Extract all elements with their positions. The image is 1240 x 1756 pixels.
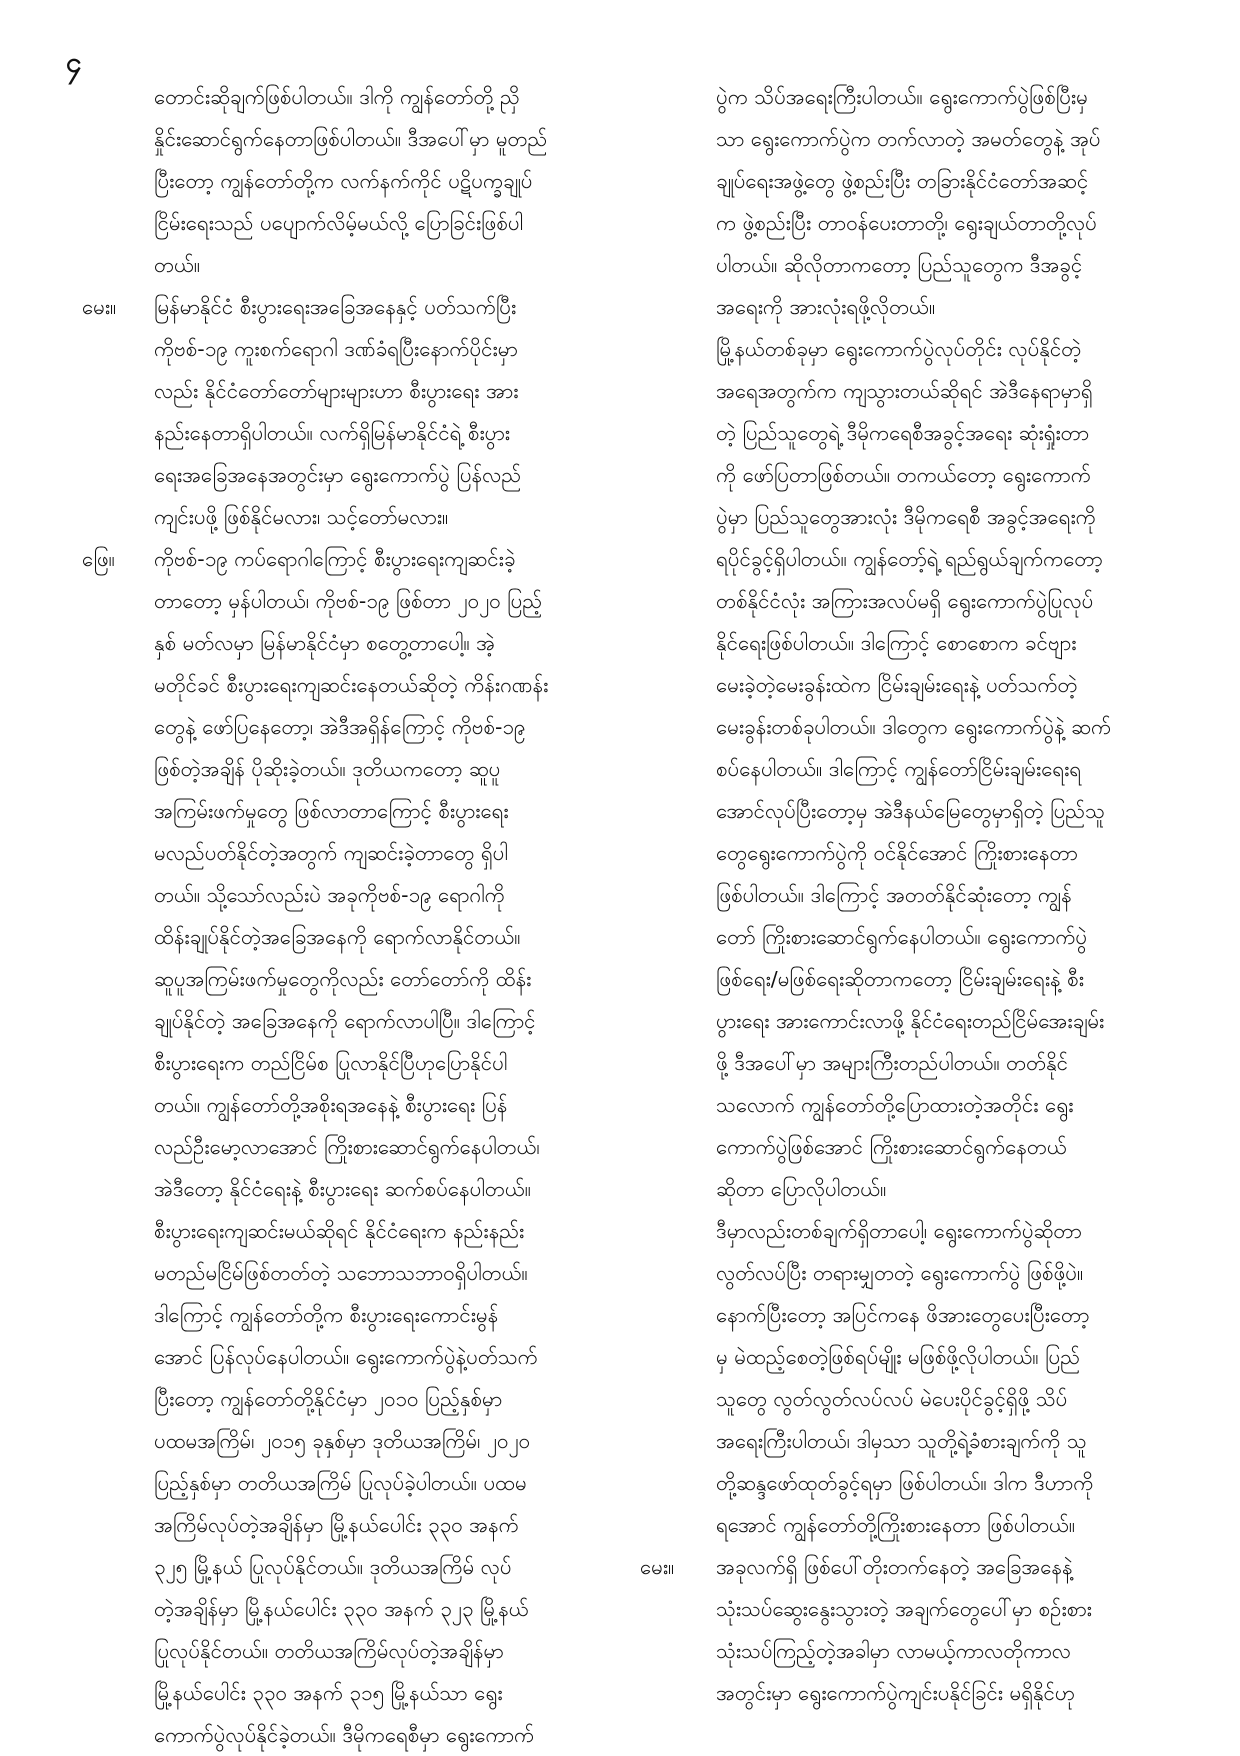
text-line: စပ်နေပါတယ်။ ဒါကြောင့် ကျွန်တော်ငြိမ်းချမ်းရေးရ [716, 757, 1082, 781]
text-line: သူတွေ လွတ်လွတ်လပ်လပ် မဲပေးပိုင်ခွင့်ရှိဖို့ သိပ် [716, 1387, 1068, 1411]
speaker-label: မေး။ [82, 295, 117, 319]
text-line: ပြည့်နှစ်မှာ တတိယအကြိမ် ပြုလုပ်ခဲ့ပါတယ်။ ပထမ [154, 1471, 527, 1495]
text-line: တာတော့ မှန်ပါတယ်၊ ကိုဗစ်-၁၉ ဖြစ်တာ ၂၀၂၀ ပြည့် [154, 589, 543, 613]
text-line: သလောက် ကျွန်တော်တို့ပြောထားတဲ့အတိုင်း ရွေး [716, 1093, 1074, 1117]
text-block [716, 76, 1166, 328]
text-line: မေးခွန်းတစ်ခုပါတယ်။ ဒါတွေက ရွေးကောက်ပွဲနဲ့ ဆက် [716, 715, 1112, 739]
text-line: နောက်ပြီးတော့ အပြင်ကနေ ဖိအားတွေပေးပြီးတော့ [716, 1303, 1090, 1327]
text-line: အကြမ်းဖက်မှုတွေ ဖြစ်လာတာကြောင့် စီးပွားရေး [154, 799, 509, 823]
text-line: နှစ် မတ်လမှာ မြန်မာနိုင်ငံမှာ စတွေ့တာပေါ့။ အဲ့ [154, 631, 495, 655]
speaker-label: ဖြေ။ [82, 547, 115, 571]
text-line: အောင် ပြန်လုပ်နေပါတယ်။ ရွေးကောက်ပွဲနဲ့ပတ်သက် [154, 1345, 538, 1369]
text-block [82, 538, 604, 1756]
text-line: လည်ဦးမော့လာအောင် ကြိုးစားဆောင်ရွက်နေပါတယ်၊ [154, 1135, 540, 1159]
text-line: မြို့နယ်တစ်ခုမှာ ရွေးကောက်ပွဲလုပ်တိုင်း လုပ်နိုင်တဲ့ [716, 337, 1082, 361]
text-block [82, 286, 604, 538]
text-line: ကျင်းပဖို့ ဖြစ်နိုင်မလား၊ သင့်တော်မလား။ [154, 505, 449, 529]
text-line: ဒါကြောင့် ကျွန်တော်တို့က စီးပွားရေးကောင်းမွန် [154, 1303, 499, 1327]
text-line: ပွားရေး အားကောင်းလာဖို့ နိုင်ငံရေးတည်ငြိမ်အေးချမ်း [716, 1009, 1105, 1033]
text-line: တယ်။ သို့သော်လည်းပဲ အခုကိုဗစ်-၁၉ ရောဂါကို [154, 883, 505, 907]
text-line: မတိုင်ခင် စီးပွားရေးကျဆင်းနေတယ်ဆိုတဲ့ ကိန်းဂဏန်း [154, 673, 549, 697]
text-line: ရေးအခြေအနေအတွင်းမှာ ရွေးကောက်ပွဲ ပြန်လည် [154, 463, 522, 487]
text-line: ဖြစ်တဲ့အချိန် ပိုဆိုးခဲ့တယ်။ ဒုတိယကတော့ ဆူပူ [154, 757, 501, 781]
text-line: ၃၂၅ မြို့နယ် ပြုလုပ်နိုင်တယ်။ ဒုတိယအကြိမ် လုပ် [154, 1555, 512, 1579]
text-line: သုံးသပ်ဆွေးနွေးသွားတဲ့ အချက်တွေပေါ်မှာ စဉ်းစား [716, 1597, 1092, 1621]
text-line: လည်း နိုင်ငံတော်တော်များများဟာ စီးပွားရေး အား [154, 379, 519, 403]
text-line: ပြီးတော့ ကျွန်တော်တို့နိုင်ငံမှာ ၂၀၁၀ ပြည့်နှစ်မှာ [154, 1387, 503, 1411]
text-line: ကောက်ပွဲလုပ်နိုင်ခဲ့တယ်။ ဒီမိုကရေစီမှာ ရွေးကောက် [154, 1723, 535, 1747]
text-line: တွေရွေးကောက်ပွဲကို ဝင်နိုင်အောင် ကြိုးစားနေတာ [716, 841, 1078, 865]
text-line: ပြုလုပ်နိုင်တယ်။ တတိယအကြိမ်လုပ်တဲ့အချိန်မှာ [154, 1639, 504, 1663]
text-line: မေးခဲ့တဲ့မေးခွန်းထဲက ငြိမ်းချမ်းရေးနဲ့ ပတ်သက်တဲ့ [716, 673, 1078, 697]
text-line: သုံးသပ်ကြည့်တဲ့အခါမှာ လာမယ့်ကာလတိုကာလ [716, 1639, 1071, 1663]
text-line: ဒီမှာလည်းတစ်ချက်ရှိတာပေါ့၊ ရွေးကောက်ပွဲဆိုတာ [716, 1219, 1082, 1243]
text-line: မတည်မငြိမ်ဖြစ်တတ်တဲ့ သဘောသဘာဝရှိပါတယ်။ [154, 1261, 528, 1285]
text-line: နှိုင်းဆောင်ရွက်နေတာဖြစ်ပါတယ်။ ဒီအပေါ်မှာ မူတည် [154, 127, 548, 151]
text-line: မလည်ပတ်နိုင်တဲ့အတွက် ကျဆင်းခဲ့တာတွေ ရှိပါ [154, 841, 508, 865]
text-line: ထိန်းချုပ်နိုင်တဲ့အခြေအနေကို ရောက်လာနိုင်တယ်။ [154, 925, 521, 949]
text-line: အခုလက်ရှိ ဖြစ်ပေါ်တိုးတက်နေတဲ့ အခြေအနေနဲ့ [716, 1555, 1073, 1579]
text-line: တယ်။ ကျွန်တော်တို့အစိုးရအနေနဲ့ စီးပွားရေး ပြန် [154, 1093, 508, 1117]
text-line: အောင်လုပ်ပြီးတော့မှ အဲဒီနယ်မြေတွေမှာရှိတဲ့ ပြည်သူ [716, 799, 1105, 823]
text-line: ချုပ်နိုင်တဲ့ အခြေအနေကို ရောက်လာပါပြီ။ ဒါကြောင့် [154, 1009, 536, 1033]
text-line: ရပိုင်ခွင့်ရှိပါတယ်။ ကျွန်တော့်ရဲ့ ရည်ရွယ်ချက်ကတော့ [716, 547, 1103, 571]
text-block [716, 1210, 1166, 1546]
text-line: ပါတယ်။ ဆိုလိုတာကတော့ ပြည်သူတွေက ဒီအခွင့် [716, 253, 1083, 277]
text-line: ကို ဖော်ပြတာဖြစ်တယ်။ တကယ်တော့ ရွေးကောက် [716, 463, 1091, 487]
text-line: မြို့နယ်ပေါင်း ၃၃၀ အနက် ၃၁၅ မြို့နယ်သာ ရွေး [154, 1681, 503, 1705]
text-line: ကောက်ပွဲဖြစ်အောင် ကြိုးစားဆောင်ရွက်နေတယ် [716, 1135, 1067, 1159]
text-line: ဖြစ်ရေး/မဖြစ်ရေးဆိုတာကတော့ ငြိမ်းချမ်းရေးနဲ့ စီး [716, 967, 1084, 991]
text-block [640, 1546, 1166, 1714]
text-block [716, 328, 1166, 1210]
text-line: မှ မဲထည့်စေတဲ့ဖြစ်ရပ်မျိုး မဖြစ်ဖို့လိုပါတယ်။ ပြည် [716, 1345, 1081, 1369]
text-line: ပြီးတော့ ကျွန်တော်တို့က လက်နက်ကိုင် ပဋိပက္ခချုပ် [154, 169, 533, 193]
text-line: တို့ဆန္ဒဖော်ထုတ်ခွင့်ရမှာ ဖြစ်ပါတယ်။ ဒါက ဒီဟာကို [716, 1471, 1094, 1495]
text-line: ဆိုတာ ပြောလိုပါတယ်။ [716, 1177, 887, 1201]
text-line: အရေးကို အားလုံးရဖို့လိုတယ်။ [716, 295, 936, 319]
text-line: သာ ရွေးကောက်ပွဲက တက်လာတဲ့ အမတ်တွေနဲ့ အုပ် [716, 127, 1101, 151]
text-line: တဲ့အချိန်မှာ မြို့နယ်ပေါင်း ၃၃၀ အနက် ၃၂၃ မြို့နယ် [154, 1597, 529, 1621]
speaker-label: မေး။ [640, 1555, 675, 1579]
text-line: ဖို့ ဒီအပေါ်မှာ အများကြီးတည်ပါတယ်။ တတ်နိုင် [716, 1051, 1069, 1075]
text-line: ဖြစ်ပါတယ်။ ဒါကြောင့် အတတ်နိုင်ဆုံးတော့ ကျွန် [716, 883, 1072, 907]
text-line: ပွဲက သိပ်အရေးကြီးပါတယ်။ ရွေးကောက်ပွဲဖြစ်ပြီးမှ [716, 85, 1088, 109]
text-line: အရေအတွက်က ကျသွားတယ်ဆိုရင် အဲဒီနေရာမှာရှိ [716, 379, 1093, 403]
text-line: အကြိမ်လုပ်တဲ့အချိန်မှာ မြို့နယ်ပေါင်း ၃၃၀ အနက် [154, 1513, 519, 1537]
text-line: ပထမအကြိမ်၊ ၂၀၁၅ ခုနှစ်မှာ ဒုတိယအကြိမ်၊ ၂၀၂၀ [154, 1429, 531, 1453]
text-line: အဲဒီတော့ နိုင်ငံရေးနဲ့ စီးပွားရေး ဆက်စပ်နေပါတယ်။ [154, 1177, 531, 1201]
text-line: တော် ကြိုးစားဆောင်ရွက်နေပါတယ်။ ရွေးကောက်ပွဲ [716, 925, 1088, 949]
text-line: တစ်နိုင်ငံလုံး အကြားအလပ်မရှိ ရွေးကောက်ပွဲပြုလုပ် [716, 589, 1094, 613]
text-line: မြန်မာနိုင်ငံ စီးပွားရေးအခြေအနေနှင့် ပတ်သက်ပြီး [154, 295, 517, 319]
text-line: ဆူပူအကြမ်းဖက်မှုတွေကိုလည်း တော်တော်ကို ထိန်း [154, 967, 532, 991]
text-line: စီးပွားရေးကျဆင်းမယ်ဆိုရင် နိုင်ငံရေးက နည်းနည်း [154, 1219, 525, 1243]
text-line: နည်းနေတာရှိပါတယ်။ လက်ရှိမြန်မာနိုင်ငံရဲ့ စီးပွား [154, 421, 510, 445]
text-line: ချုပ်ရေးအဖွဲ့တွေ ဖွဲ့စည်းပြီး တခြားနိုင်ငံတော်အဆင့် [716, 169, 1089, 193]
text-line: ငြိမ်းရေးသည် ပပျောက်လိမ့်မယ်လို့ ပြောခြင်းဖြစ်ပါ [154, 211, 524, 235]
text-block [154, 76, 604, 286]
text-line: ကိုဗစ်-၁၉ ကပ်ရောဂါကြောင့် စီးပွားရေးကျဆင်းခဲ့ [154, 547, 516, 571]
text-line: ရအောင် ကျွန်တော်တို့ကြိုးစားနေတာ ဖြစ်ပါတယ်။ [716, 1513, 1076, 1537]
text-line: နိုင်ရေးဖြစ်ပါတယ်။ ဒါကြောင့် စောစောက ခင်ဗျား [716, 631, 1077, 655]
text-line: လွတ်လပ်ပြီး တရားမျှတတဲ့ ရွေးကောက်ပွဲ ဖြစ်ဖို့ပဲ။ [716, 1261, 1084, 1285]
left-text-column [82, 76, 604, 1756]
text-line: တောင်းဆိုချက်ဖြစ်ပါတယ်။ ဒါကို ကျွန်တော်တို့ ညှိ [154, 85, 520, 109]
right-text-column [640, 76, 1166, 1714]
text-line: တဲ့ ပြည်သူတွေရဲ့ ဒီမိုကရေစီအခွင့်အရေး ဆုံးရှုံးတာ [716, 421, 1090, 445]
text-line: စီးပွားရေးက တည်ငြိမ်စ ပြုလာနိုင်ပြီဟုပြောနိုင်ပါ [154, 1051, 508, 1075]
text-line: ပွဲမှာ ပြည်သူတွေအားလုံး ဒီမိုကရေစီ အခွင့်အရေးကို [716, 505, 1096, 529]
text-line: အတွင်းမှာ ရွေးကောက်ပွဲကျင်းပနိုင်ခြင်း မရှိနိုင်ဟု [716, 1681, 1075, 1705]
text-line: တယ်။ [154, 253, 201, 277]
text-line: အရေးကြီးပါတယ်၊ ဒါမှသာ သူတို့ရဲ့ခံစားချက်ကို သူ [716, 1429, 1087, 1453]
text-line: ကိုဗစ်-၁၉ ကူးစက်ရောဂါ ဒဏ်ခံရပြီးနောက်ပိုင်းမှာ [154, 337, 518, 361]
text-line: က ဖွဲ့စည်းပြီး တာဝန်ပေးတာတို့၊ ရွေးချယ်တာတို့လုပ် [716, 211, 1097, 235]
page-number: ၄ [66, 46, 82, 79]
text-line: တွေနဲ့ ဖော်ပြနေတော့၊ အဲဒီအရှိန်ကြောင့် ကိုဗစ်-၁၉ [154, 715, 526, 739]
